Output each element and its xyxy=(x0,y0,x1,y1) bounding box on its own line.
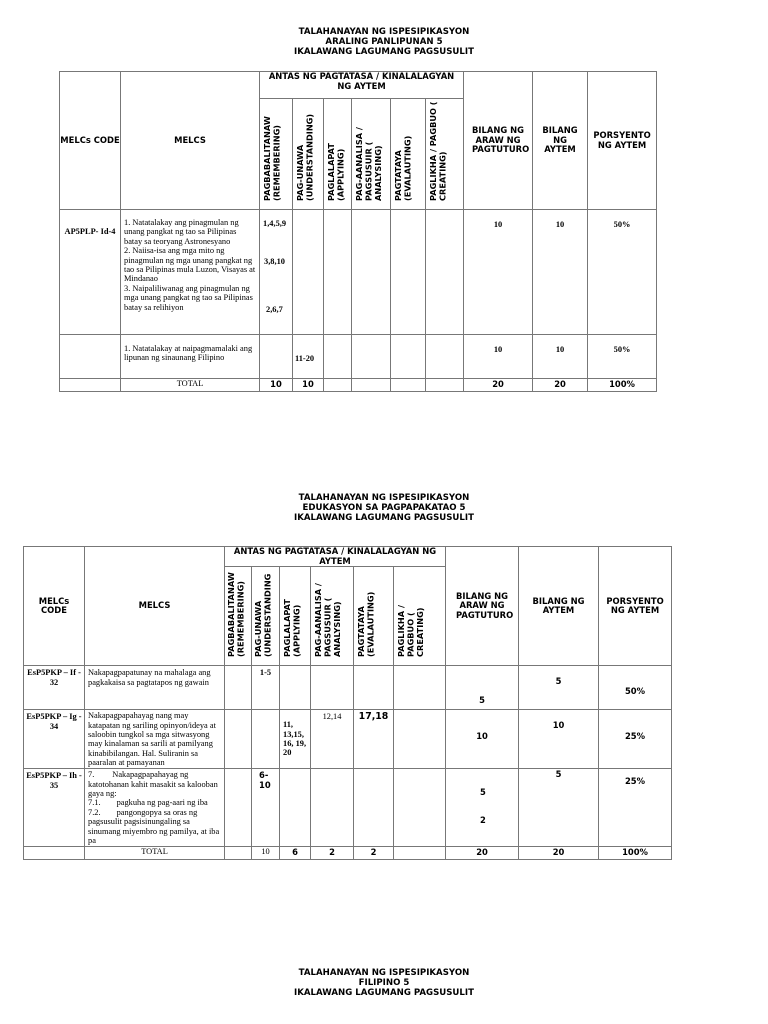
esp-row1-aytem xyxy=(519,666,599,710)
table-row xyxy=(60,210,657,335)
ap-header-aytem xyxy=(533,72,588,210)
esp-row1-understanding-text: 1-5 xyxy=(259,668,272,678)
esp-total-aytem-text: 20 xyxy=(552,847,565,858)
ap-total-code xyxy=(60,379,121,392)
ap-row1-remembering-2: 3,8,10 xyxy=(264,257,285,266)
ap-level-remembering xyxy=(260,99,293,210)
esp-heading-line1: TALAHANAYAN NG ISPESIPIKASYON xyxy=(298,493,470,503)
ap-total-araw-text: 20 xyxy=(492,379,504,389)
fil-heading-line1: TALAHANAYAN NG ISPESIPIKASYON xyxy=(298,968,470,978)
table-row xyxy=(60,335,657,379)
esp-level-understanding-text: PAG-UNAWA (UNDERSTANDING xyxy=(253,573,273,658)
ap-header-melcs xyxy=(121,72,260,210)
esp-heading-line2: EDUKASYON SA PAGPAPAKATAO 5 xyxy=(302,503,466,513)
ap-spec-table xyxy=(59,71,657,392)
ap-row2-araw-text: 10 xyxy=(493,345,503,354)
esp-row2-code-text: EsP5PKP – Ig - 34 xyxy=(26,712,82,731)
esp-level-evaluating xyxy=(354,567,394,666)
esp-total-label-text: TOTAL xyxy=(141,847,168,857)
esp-row2-applying xyxy=(280,710,311,769)
esp-row2-applying-text: 11, 13,15, 16, 19, 20 xyxy=(283,720,307,758)
ap-row2-creating xyxy=(426,335,464,379)
ap-row1-analysing xyxy=(352,210,391,335)
esp-row3-evaluating xyxy=(354,769,394,847)
esp-row2-aytem xyxy=(519,710,599,769)
esp-row3-sub2-num: 7.2. xyxy=(88,807,101,817)
esp-row3-code xyxy=(24,769,85,847)
esp-row3-sub2-text: pangongopya sa oras ng pagsusulit pagsisinungaling sa sinumang miyembro ng pamilya, at iba pa xyxy=(88,807,220,846)
esp-row1-code xyxy=(24,666,85,710)
esp-row3-araw-2: 2 xyxy=(480,815,486,826)
ap-total-evaluating xyxy=(391,379,426,392)
table-row xyxy=(24,710,672,769)
esp-total-label xyxy=(85,847,225,860)
table-row xyxy=(24,847,672,860)
esp-total-porsyento xyxy=(599,847,672,860)
esp-header-porsyento-text: PORSYENTO NG AYTEM xyxy=(606,595,664,616)
ap-level-applying-text: PAGLALAPAT (APPLYING) xyxy=(326,143,346,201)
ap-level-creating xyxy=(426,99,464,210)
ap-row2-evaluating xyxy=(391,335,426,379)
ap-heading xyxy=(0,27,768,57)
ap-header-melcs-text: MELCS xyxy=(174,134,206,145)
esp-level-analysing-text: PAG-AANALISA / PAGSUSUIR ( ANALYSING) xyxy=(313,583,342,658)
ap-level-remembering-text: PAGBABALITANAW (REMEMBERING) xyxy=(262,116,282,201)
esp-header-araw-text: BILANG NG ARAW NG PAGTUTURO xyxy=(456,590,514,620)
esp-row3-melc-main xyxy=(88,770,221,798)
ap-row2-araw xyxy=(464,335,533,379)
ap-level-evaluating xyxy=(391,99,426,210)
esp-row1-evaluating xyxy=(354,666,394,710)
esp-row1-araw-text: 5 xyxy=(479,695,485,706)
esp-row1-code-text: EsP5PKP – If - 32 xyxy=(27,668,81,687)
esp-row3-sub1-num: 7.1. xyxy=(88,798,101,808)
esp-total-aytem xyxy=(519,847,599,860)
ap-total-porsyento xyxy=(588,379,657,392)
ap-total-applying xyxy=(324,379,352,392)
esp-total-porsyento-text: 100% xyxy=(622,847,648,858)
ap-row1-melc-item1: 1. Natatalakay ang pinagmulan ng unang pangkat ng tao sa Pilipinas batay sa teoryang Astronesyano xyxy=(124,218,239,246)
esp-header-melcs-text: MELCS xyxy=(138,600,171,611)
esp-level-creating-text: PAGLIKHA / PAGBUO ( CREATING) xyxy=(396,605,425,658)
ap-row1-melc-item2: 2. Naiisa-isa ang mga mito ng pinagmulan ng mga unang pangkat ng tao sa Pilipinas mula Luzon, Visayas at Mindanao xyxy=(124,246,256,284)
esp-level-remembering-text: PAGBABALITANAW (REMEMBERING) xyxy=(226,572,246,658)
ap-header-porsyento-text: PORSYENTO NG AYTEM xyxy=(593,129,651,150)
esp-level-creating xyxy=(394,567,446,666)
esp-heading xyxy=(0,493,768,523)
ap-row2-applying xyxy=(324,335,352,379)
esp-row3-porsyento xyxy=(599,769,672,847)
esp-level-understanding xyxy=(252,567,280,666)
ap-level-applying xyxy=(324,99,352,210)
ap-total-creating xyxy=(426,379,464,392)
ap-heading-line2: ARALING PANLIPUNAN 5 xyxy=(325,37,443,47)
ap-row1-remembering-3: 2,6,7 xyxy=(266,305,283,314)
esp-total-understanding xyxy=(280,847,311,860)
esp-total-araw-text: 20 xyxy=(476,847,488,858)
ap-header-porsyento xyxy=(588,72,657,210)
esp-total-applying-text: 2 xyxy=(329,847,335,858)
esp-level-analysing xyxy=(311,567,354,666)
ap-row1-code xyxy=(60,210,121,335)
ap-level-understanding-text: PAG-UNAWA (UNDERSTANDING) xyxy=(295,113,315,201)
ap-header-aytem-text: BILANG NG AYTEM xyxy=(542,125,578,155)
ap-total-porsyento-text: 100% xyxy=(609,379,635,389)
esp-row3-melc-main-text: Nakapagpapahayag ng katotohanan kahit masakit sa kalooban gaya ng: xyxy=(88,770,218,798)
esp-row2-code xyxy=(24,710,85,769)
esp-row2-creating xyxy=(394,710,446,769)
esp-total-remembering-text: 10 xyxy=(261,847,270,857)
esp-row1-melc-text: Nakapagpapatunay na mahalaga ang pagkakaisa sa pagtatapos ng gawain xyxy=(88,668,211,687)
esp-row3-araw xyxy=(446,769,519,847)
ap-row1-remembering-1: 1,4,5,9 xyxy=(263,219,287,228)
ap-row2-understanding-text: 11-20 xyxy=(295,354,315,363)
esp-row1-aytem-text: 5 xyxy=(555,676,562,687)
ap-row2-remembering xyxy=(260,335,293,379)
esp-row1-porsyento xyxy=(599,666,672,710)
esp-row3-melc-lead: 7. xyxy=(88,770,95,780)
esp-row2-aytem-text: 10 xyxy=(552,720,565,731)
fil-heading-line3: IKALAWANG LAGUMANG PAGSUSULIT xyxy=(294,988,474,998)
ap-level-analysing-text: PAG-AANALISA / PAGSUSUIR ( ANALYSING) xyxy=(354,127,383,201)
ap-total-understanding xyxy=(293,379,324,392)
ap-row1-applying xyxy=(324,210,352,335)
esp-total-analysing xyxy=(354,847,394,860)
esp-header-aytem xyxy=(519,547,599,666)
ap-row2-code xyxy=(60,335,121,379)
table-row xyxy=(60,379,657,392)
esp-heading-line3: IKALAWANG LAGUMANG PAGSUSULIT xyxy=(294,513,474,523)
esp-row3-melc-sub1 xyxy=(88,798,221,807)
ap-level-analysing xyxy=(352,99,391,210)
esp-header-porsyento xyxy=(599,547,672,666)
esp-header-antas xyxy=(225,547,446,567)
esp-row3-understanding-text: 6-10 xyxy=(259,770,271,791)
ap-header-araw xyxy=(464,72,533,210)
esp-row3-creating xyxy=(394,769,446,847)
ap-row2-aytem-text: 10 xyxy=(555,345,565,354)
ap-row1-araw xyxy=(464,210,533,335)
esp-header-araw xyxy=(446,547,519,666)
esp-header-code-text: MELCs CODE xyxy=(38,595,70,616)
ap-row1-code-text: AP5PLP- Id-4 xyxy=(64,227,116,236)
ap-row1-melc xyxy=(121,210,260,335)
esp-row3-porsyento-text: 25% xyxy=(624,776,646,787)
esp-row1-applying xyxy=(280,666,311,710)
esp-header-melcs xyxy=(85,547,225,666)
esp-row2-analysing xyxy=(311,710,354,769)
ap-level-understanding xyxy=(293,99,324,210)
esp-level-evaluating-text: PAGTATAYA (EVALAUTING) xyxy=(356,591,376,658)
ap-row1-creating xyxy=(426,210,464,335)
fil-heading-line2: FILIPINO 5 xyxy=(358,978,410,988)
table-row xyxy=(24,666,672,710)
ap-total-aytem-text: 20 xyxy=(554,379,566,389)
ap-header-araw-text: BILANG NG ARAW NG PAGTUTURO xyxy=(472,125,530,155)
esp-total-araw xyxy=(446,847,519,860)
ap-row1-evaluating xyxy=(391,210,426,335)
ap-row2-melc xyxy=(121,335,260,379)
esp-row2-melc-text: Nakapagpapahayag nang may katapatan ng sariling opinyon/ideya at saloobin tungkol sa mga sitwasyong may kinalaman sa sarili at pamilyang kinabibilangan. Hal. Suliranin sa paaralan at pamayanan xyxy=(88,711,216,768)
ap-total-aytem xyxy=(533,379,588,392)
ap-header-code-text: MELCs CODE xyxy=(60,134,120,145)
ap-row2-understanding xyxy=(293,335,324,379)
esp-level-applying-text: PAGLALAPAT (APPLYING) xyxy=(282,599,302,658)
ap-heading-line1: TALAHANAYAN NG ISPESIPIKASYON xyxy=(298,27,470,37)
esp-row2-porsyento-text: 25% xyxy=(624,731,646,742)
esp-row3-sub1-text: pagkuha ng pag-aari ng iba xyxy=(116,798,208,808)
esp-row2-evaluating xyxy=(354,710,394,769)
esp-row3-melc-sub2 xyxy=(88,808,221,846)
ap-total-label-text: TOTAL xyxy=(176,379,204,388)
esp-row2-araw-text: 10 xyxy=(476,731,488,742)
ap-row2-aytem xyxy=(533,335,588,379)
esp-header-antas-text: ANTAS NG PAGTATASA / KINALALAGYAN NG AYTEM xyxy=(233,546,437,566)
ap-total-understanding-text: 10 xyxy=(302,379,314,389)
ap-level-evaluating-text: PAGTATAYA (EVALAUTING) xyxy=(393,135,413,201)
ap-row1-understanding xyxy=(293,210,324,335)
esp-row1-melc xyxy=(85,666,225,710)
esp-row2-understanding xyxy=(252,710,280,769)
esp-row3-remembering xyxy=(225,769,252,847)
ap-row2-analysing xyxy=(352,335,391,379)
esp-row3-applying xyxy=(280,769,311,847)
esp-header-code xyxy=(24,547,85,666)
ap-total-remembering xyxy=(260,379,293,392)
ap-row2-porsyento xyxy=(588,335,657,379)
esp-level-applying xyxy=(280,567,311,666)
ap-total-remembering-text: 10 xyxy=(270,379,282,389)
esp-level-remembering xyxy=(225,567,252,666)
esp-row3-araw-1: 5 xyxy=(480,787,486,798)
esp-total-applying xyxy=(311,847,354,860)
esp-total-code xyxy=(24,847,85,860)
esp-row1-understanding xyxy=(252,666,280,710)
ap-heading-line3: IKALAWANG LAGUMANG PAGSUSULIT xyxy=(294,47,474,57)
esp-row2-melc xyxy=(85,710,225,769)
ap-row2-melc-text: 1. Natatalakay at naipagmamalaki ang lipunan ng sinaunang Filipino xyxy=(124,344,253,363)
ap-row1-porsyento xyxy=(588,210,657,335)
esp-total-analysing-text: 2 xyxy=(370,847,377,858)
esp-row3-code-text: EsP5PKP – Ih - 35 xyxy=(26,771,82,790)
ap-total-analysing xyxy=(352,379,391,392)
ap-row1-melc-item3: 3. Naipaliliwanag ang pinagmulan ng mga unang pangkat ng tao sa Pilipinas batay sa relihiyon xyxy=(124,283,253,312)
esp-row1-creating xyxy=(394,666,446,710)
ap-header-antas xyxy=(260,72,464,99)
ap-row1-araw-text: 10 xyxy=(493,220,503,229)
esp-total-remembering xyxy=(252,847,280,860)
esp-total-blank xyxy=(225,847,252,860)
ap-header-antas-text: ANTAS NG PAGTATASA / KINALALAGYAN NG AYTEM xyxy=(268,71,455,91)
esp-total-creating xyxy=(394,847,446,860)
esp-spec-table xyxy=(23,546,672,860)
table-row xyxy=(24,769,672,847)
ap-row2-porsyento-text: 50% xyxy=(613,345,631,354)
ap-total-araw xyxy=(464,379,533,392)
ap-row1-porsyento-text: 50% xyxy=(613,220,631,229)
ap-row1-aytem xyxy=(533,210,588,335)
ap-level-creating-text: PAGLIKHA / PAGBUO ( CREATING) xyxy=(428,101,448,201)
esp-row3-melc xyxy=(85,769,225,847)
esp-row1-analysing xyxy=(311,666,354,710)
esp-row2-remembering xyxy=(225,710,252,769)
esp-total-understanding-text: 6 xyxy=(292,847,298,858)
esp-header-aytem-text: BILANG NG AYTEM xyxy=(532,595,585,616)
fil-heading xyxy=(0,968,768,998)
esp-row1-remembering xyxy=(225,666,252,710)
ap-row1-aytem-text: 10 xyxy=(555,220,565,229)
esp-row3-aytem xyxy=(519,769,599,847)
esp-row2-evaluating-text: 17,18 xyxy=(358,711,389,723)
ap-total-label xyxy=(121,379,260,392)
esp-row3-analysing xyxy=(311,769,354,847)
esp-row2-analysing-text: 12,14 xyxy=(322,712,342,722)
ap-header-code xyxy=(60,72,121,210)
ap-row1-remembering xyxy=(260,210,293,335)
esp-row2-porsyento xyxy=(599,710,672,769)
esp-row3-understanding xyxy=(252,769,280,847)
esp-row1-porsyento-text: 50% xyxy=(624,686,646,697)
esp-row3-aytem-text: 5 xyxy=(555,769,562,780)
esp-row2-araw xyxy=(446,710,519,769)
esp-row1-araw xyxy=(446,666,519,710)
